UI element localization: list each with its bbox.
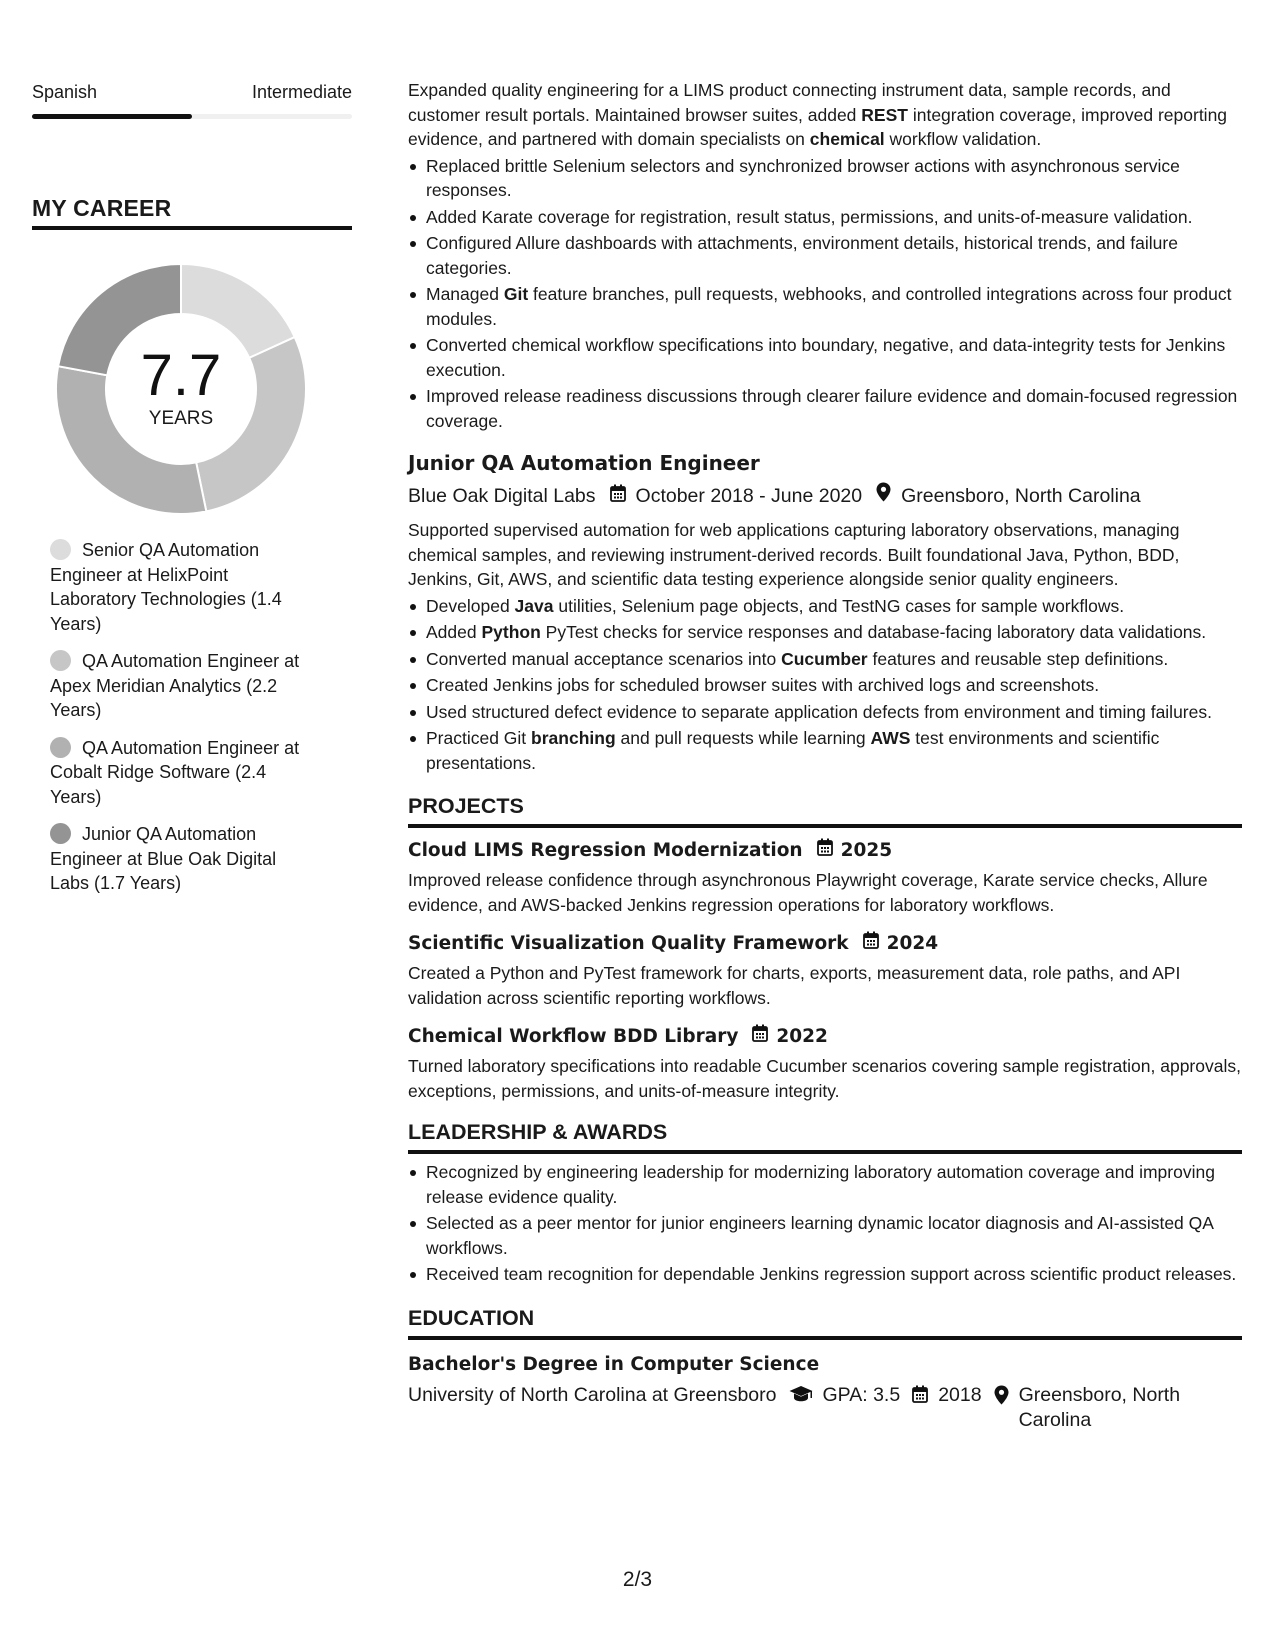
project-title: Chemical Workflow BDD Library [408,1026,739,1047]
bullet-item: Practiced Git branching and pull requests while learning AWS test environments and scientific presentations. [408,726,1242,775]
education-details [408,1383,1242,1433]
education-gpa: GPA: 3.5 [822,1383,901,1406]
legend-label: Senior QA Automation Engineer at HelixPoint Laboratory Technologies (1.4 Years) [50,540,282,634]
job-company: Blue Oak Digital Labs [408,485,596,507]
legend-item [50,538,312,636]
award-item: Recognized by engineering leadership for modernizing laboratory automation coverage and improving release evidence quality. [408,1160,1242,1209]
map-pin-icon [994,1385,1009,1412]
project-description: Turned laboratory specifications into readable Cucumber scenarios covering sample registration, approvals, exceptions, permissions, and units-of-measure integrity. [408,1056,1241,1101]
project-description: Created a Python and PyTest framework for charts, exports, measurement data, role paths, and API validation across scientific reporting workflows. [408,963,1181,1008]
project-title: Cloud LIMS Regression Modernization [408,840,803,861]
career-total-unit: YEARS [148,408,214,429]
projects-heading: PROJECTS [408,791,1242,828]
project-description: Improved release confidence through asynchronous Playwright coverage, Karate service checks, Allure evidence, and AWS-backed Jenkins regression operations for laboratory workflows. [408,870,1208,915]
project-year: 2025 [840,840,893,861]
calendar-icon [610,480,626,512]
job-dates: October 2018 - June 2020 [635,485,863,507]
project-title-row [408,929,1242,959]
education-year: 2018 [938,1383,982,1406]
calendar-icon [912,1385,928,1410]
project-title: Scientific Visualization Quality Framework [408,933,849,954]
project-year: 2022 [776,1026,828,1047]
job-title: Junior QA Automation Engineer [408,451,760,475]
bullet-item: Created Jenkins jobs for scheduled browser suites with archived logs and screenshots. [408,673,1242,698]
previous-job-summary: Expanded quality engineering for a LIMS product connecting instrument data, sample records, and customer result portals. Maintained browser suites, added REST integration coverage, improved reporting evidence, and partnered with domain specialists on chemical workflow validation. [408,80,1228,149]
legend-label: Junior QA Automation Engineer at Blue Oak Digital Labs (1.7 Years) [50,824,277,893]
award-item: Selected as a peer mentor for junior engineers learning dynamic locator diagnosis and AI-assisted QA workflows. [408,1211,1242,1260]
previous-job-bullets [408,154,1242,434]
legend-swatch [50,823,71,844]
legend-item [50,736,312,810]
map-pin-icon [876,480,891,512]
bullet-item: Used structured defect evidence to separate application defects from environment and timing failures. [408,700,1242,725]
donut-center [56,264,306,514]
job-meta [408,480,1242,512]
bullet-item: Converted chemical workflow specifications into boundary, negative, and data-integrity tests for Jenkins execution. [408,333,1242,382]
language-level: Intermediate [251,82,352,102]
graduation-cap-icon [789,1385,813,1410]
page-number: 2/3 [622,1568,653,1591]
calendar-icon [817,836,833,866]
language-row [32,78,352,106]
project-item [408,929,1242,1010]
project-year: 2024 [886,933,939,954]
awards-list [408,1160,1242,1287]
legend-item [50,649,312,723]
right-column [408,78,1242,1433]
education-school: University of North Carolina at Greensboro [408,1383,777,1406]
awards-heading: LEADERSHIP & AWARDS [408,1117,1242,1154]
project-title-row [408,836,1242,866]
left-column [32,78,352,909]
award-item: Received team recognition for dependable Jenkins regression support across scientific product releases. [408,1262,1242,1287]
bullet-item: Converted manual acceptance scenarios into Cucumber features and reusable step definitions. [408,647,1242,672]
bullet-item: Added Python PyTest checks for service responses and database-facing laboratory data validations. [408,620,1242,645]
language-name: Spanish [32,82,98,102]
project-item [408,1022,1242,1103]
bullet-item: Developed Java utilities, Selenium page objects, and TestNG cases for sample workflows. [408,594,1242,619]
bullet-item: Added Karate coverage for registration, result status, permissions, and units-of-measure validation. [408,205,1242,230]
bullet-item: Configured Allure dashboards with attachments, environment details, historical trends, and failure categories. [408,231,1242,280]
legend-swatch [50,539,71,560]
calendar-icon [863,929,879,959]
education-degree: Bachelor's Degree in Computer Science [408,1353,820,1375]
job-location: Greensboro, North Carolina [901,485,1141,507]
legend-label: QA Automation Engineer at Apex Meridian Analytics (2.2 Years) [50,651,300,720]
education-location: Greensboro, North Carolina [1018,1383,1181,1431]
project-item [408,836,1242,917]
language-bar-fill [32,114,192,119]
bullet-item: Replaced brittle Selenium selectors and synchronized browser actions with asynchronous service responses. [408,154,1242,203]
legend-label: QA Automation Engineer at Cobalt Ridge Software (2.4 Years) [50,737,300,807]
bullet-item: Improved release readiness discussions through clearer failure evidence and domain-focused regression coverage. [408,384,1242,433]
career-donut-chart [56,264,306,514]
project-title-row [408,1022,1242,1052]
education-heading: EDUCATION [408,1303,1242,1340]
legend-item [50,822,312,896]
bullet-item: Managed Git feature branches, pull requests, webhooks, and controlled integrations across four product modules. [408,282,1242,331]
job-bullets [408,594,1242,776]
legend-swatch [50,737,71,758]
career-legend [32,538,312,896]
job-summary: Supported supervised automation for web applications capturing laboratory observations, managing chemical samples, and reviewing instrument-derived records. Built foundational Java, Python, BDD, Jenkins, Git, AWS, and scientific data testing experience alongside senior quality engineers. [408,520,1180,589]
career-heading: MY CAREER [32,195,352,230]
calendar-icon [752,1022,768,1052]
legend-swatch [50,650,71,671]
language-bar [32,114,352,119]
career-total-value: 7.7 [140,343,222,408]
projects-list [408,836,1242,1103]
